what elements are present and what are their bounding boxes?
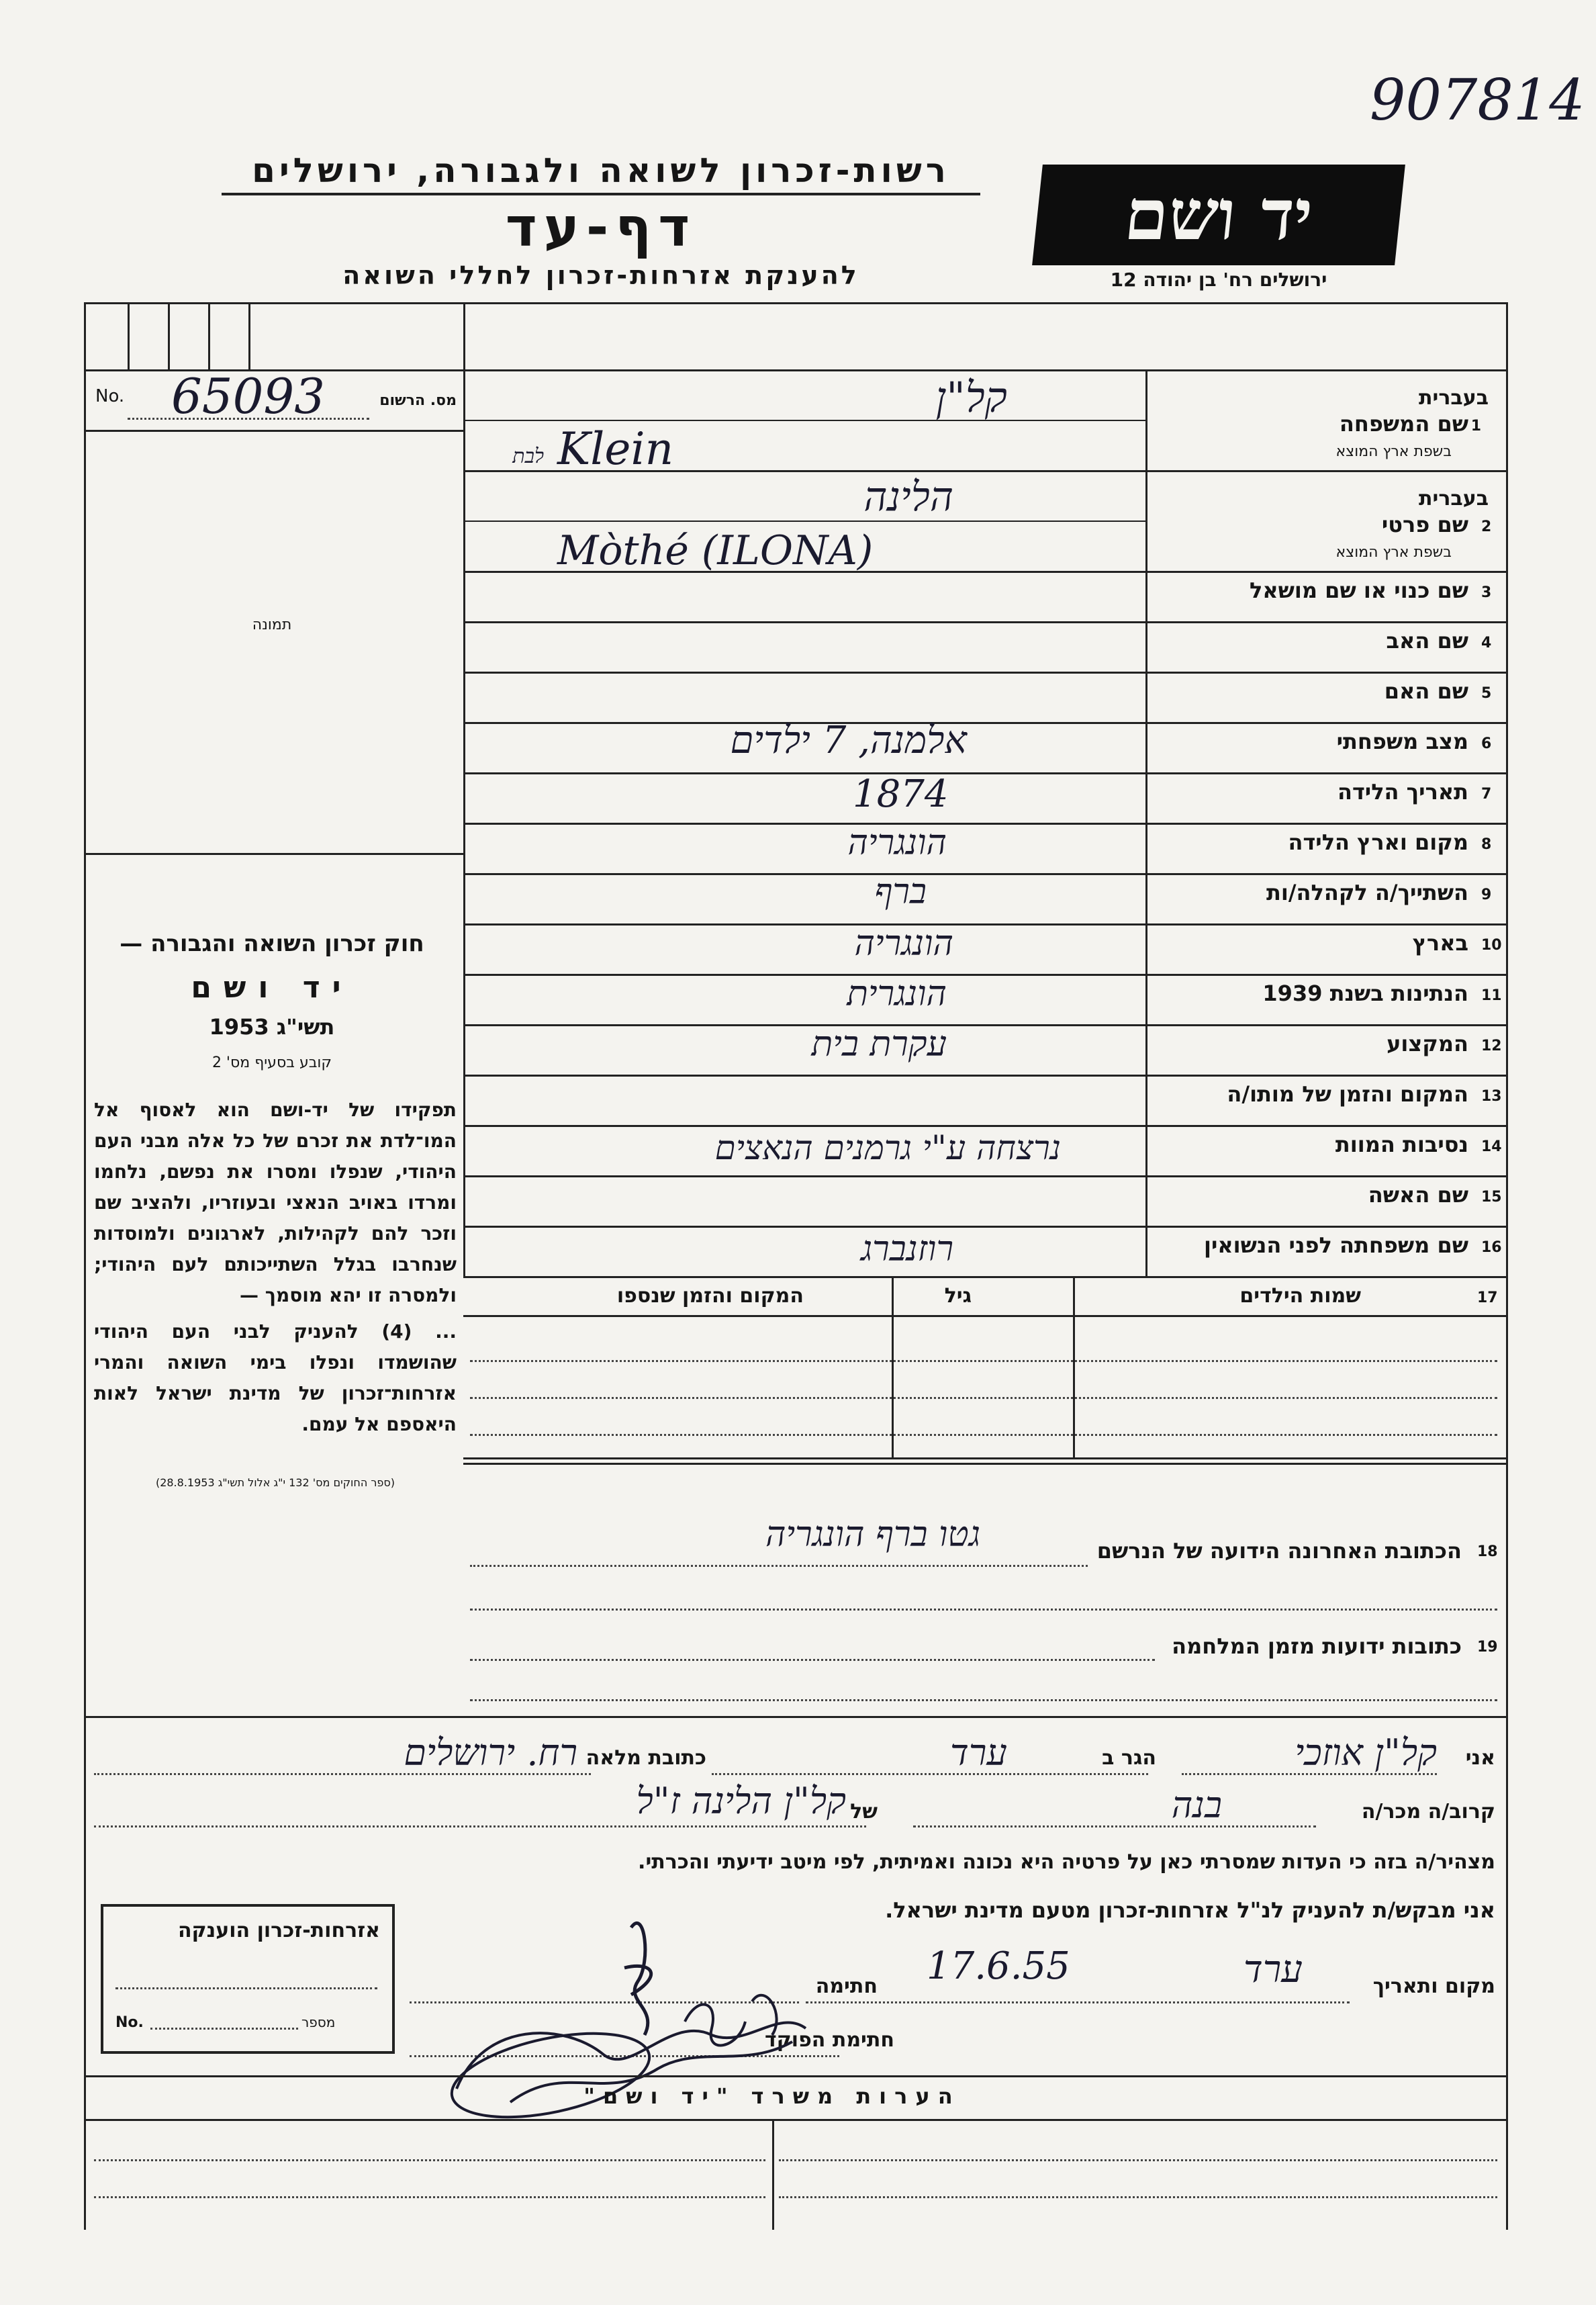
field-1-foreign-prefix: לבת: [512, 445, 544, 468]
field-4-label: שם האב: [1386, 628, 1468, 653]
field-4-number: 4: [1481, 635, 1492, 651]
certificate-number-label: מספר: [301, 2014, 336, 2030]
field-3-number: 3: [1481, 584, 1492, 601]
decl-place-date-label: מקום ותאריך: [1372, 1975, 1495, 1998]
photo-label: תמונה: [252, 617, 292, 633]
field-12-label: המקצוע: [1387, 1031, 1468, 1056]
field-10-number: 10: [1481, 937, 1502, 954]
row-line: [463, 1075, 1506, 1077]
field-18-number: 18: [1477, 1543, 1498, 1560]
field-8-value: הונגריה: [847, 823, 947, 863]
field-11-number: 11: [1481, 987, 1502, 1004]
officer-signature-label: חתימת הפוקד: [765, 2028, 894, 2052]
field-15-number: 15: [1481, 1189, 1502, 1206]
children-row-dots: [470, 1434, 1497, 1436]
decl-of-label: של: [850, 1800, 878, 1823]
children-row-dots: [470, 1397, 1497, 1399]
field-18-dots: [470, 1565, 1088, 1567]
row-line: [463, 1125, 1506, 1127]
field-18-dots-2: [470, 1609, 1497, 1611]
field-10-label: בארץ: [1412, 930, 1468, 956]
strip-box: [168, 302, 170, 369]
field-6-number: 6: [1481, 735, 1492, 752]
decl-date-value: 17.6.55: [927, 1944, 1070, 1988]
certificate-box: [101, 1904, 395, 2054]
field-1-value-hebrew: קל"ן: [935, 373, 1007, 422]
logo-text: יד ושם: [1121, 173, 1317, 256]
field-7-number: 7: [1481, 786, 1492, 803]
field-19-dots-2: [470, 1699, 1497, 1701]
decl-address-value: רח. ירושלים: [404, 1731, 577, 1774]
decl-of-value: קל"ן הלינה ז"ל: [636, 1780, 846, 1822]
field-2-value-hebrew: הלינה: [863, 473, 953, 521]
row-line: [463, 521, 1145, 522]
row-line: [463, 1024, 1506, 1026]
row-line: [463, 873, 1506, 875]
field-8-label: מקום וארץ הלידה: [1288, 829, 1468, 855]
decl-ani-label: אני: [1465, 1746, 1495, 1770]
notes-divider: [772, 2119, 774, 2230]
registration-dots: [128, 418, 369, 420]
field-5-label: שם האם: [1384, 678, 1468, 704]
strip-box: [208, 302, 210, 369]
field-19-label: כתובות ידועות מזמן המלחמה: [1172, 1633, 1462, 1659]
row-line: [463, 974, 1506, 976]
left-column-divider: [463, 302, 465, 1276]
strip-box: [248, 302, 250, 369]
corner-archive-number: 907814: [1370, 67, 1585, 133]
row-line: [463, 923, 1506, 925]
row-line: [463, 1226, 1506, 1228]
field-10-value: הונגריה: [854, 923, 953, 964]
law-source: (ספר החוקים מס' 132 י"ג אלול תשי"ג 28.8.1953): [155, 1476, 395, 1489]
children-age-header: גיל: [944, 1284, 972, 1308]
field-2-number: 2: [1481, 518, 1492, 535]
field-17-number: 17: [1477, 1290, 1498, 1306]
field-1-label: שם המשפחה: [1339, 411, 1468, 437]
strip-box: [128, 302, 130, 369]
children-bottom: [463, 1457, 1506, 1459]
notes-dots: [94, 2196, 765, 2198]
children-bottom-double: [463, 1463, 1506, 1465]
law-title: חוק זכרון השואה והגבורה —: [120, 930, 424, 957]
row-line: [463, 1175, 1506, 1177]
children-row-dots: [470, 1360, 1497, 1362]
law-clause: קובע בסעיף מס' 2: [212, 1054, 332, 1071]
registration-no-prefix: No.: [95, 386, 125, 406]
frame-top: [84, 302, 1507, 304]
certificate-dots: [150, 2028, 298, 2030]
field-1-foreign-sub: בשפת ארץ המוצא: [1335, 443, 1452, 460]
field-18-label: הכתובת האחרונה הידועה של הנרשם: [1096, 1538, 1462, 1564]
field-11-value: הונגרית: [847, 974, 947, 1014]
field-16-number: 16: [1481, 1239, 1502, 1256]
office-notes-title: הערות משרד "יד ושם": [583, 2083, 961, 2109]
field-13-label: המקום והזמן של מותו/ה: [1227, 1081, 1468, 1107]
decl-relative-label: קרוב/ה מכר/ה: [1361, 1800, 1495, 1823]
law-year: תשי"ג 1953: [209, 1014, 335, 1040]
frame-left: [84, 302, 86, 2230]
decl-signature-label: חתימה: [815, 1975, 878, 1998]
decl-statement-1: מצהיר/ה בזה כי העדות שמסרתי כאן על פרטיה היא נכונה ואמיתית, לפי מיטב ידיעתי והכרתי.: [638, 1850, 1495, 1874]
field-12-value: עקרת בית: [811, 1024, 947, 1065]
row-line: [463, 672, 1506, 674]
field-16-value: רוזנברג: [860, 1229, 953, 1269]
registration-label: מס. הרשום: [379, 392, 457, 409]
children-col-divider: [1073, 1276, 1075, 1457]
field-9-value: ברף: [874, 872, 927, 912]
decl-resides-value: ערד: [950, 1731, 1007, 1774]
children-names-header: שמות הילדים: [1239, 1284, 1361, 1308]
field-13-number: 13: [1481, 1088, 1502, 1105]
field-12-number: 12: [1481, 1038, 1502, 1054]
decl-address-label: כתובת מלאה: [585, 1746, 706, 1770]
field-18-value: גטו ברף הונגריה: [765, 1515, 980, 1555]
row-line: [463, 772, 1506, 774]
field-9-label: השתייך/ה לקהלה/ות: [1266, 880, 1468, 905]
decl-statement-2: אני מבקש/ת להעניק לנ"ל אזרחות-זכרון מטעם מדינת ישראל.: [885, 1897, 1495, 1923]
form-subtitle: להענקת אזרחות-זכרון לחללי השואה: [342, 261, 859, 290]
row-line: [463, 823, 1506, 825]
notes-dots: [94, 2159, 765, 2161]
field-2-foreign-sub: בשפת ארץ המוצא: [1335, 544, 1452, 561]
field-6-label: מצב משפחתי: [1336, 729, 1468, 754]
field-14-label: נסיבות המוות: [1335, 1132, 1468, 1157]
field-9-number: 9: [1481, 887, 1492, 903]
field-14-number: 14: [1481, 1138, 1502, 1155]
decl-of-dots: [94, 1825, 866, 1827]
field-3-label: שם כנוי או שם מושאל: [1249, 578, 1468, 603]
decl-relative-value: בנה: [1171, 1784, 1222, 1826]
row-line: [463, 420, 1145, 421]
form-title: דף-עד: [505, 196, 697, 259]
field-19-number: 19: [1477, 1639, 1498, 1656]
field-1-hebrew-sub: בעברית: [1419, 386, 1489, 410]
field-14-value: נרצחה ע"י גרמנים הנאצים: [714, 1128, 1061, 1167]
registration-number: 65093: [171, 368, 326, 424]
decl-ani-value: קל"ן אוזכי: [1295, 1731, 1437, 1774]
law-body: תפקידו של יד-ושם הוא לאסוף אל המו־לדת את זכרם של כל אלה מבני העם היהודי, שנפלו ומסרו את נפשם, נלחמו ומרדו באויב הנאצי ובעוזריו, ולהציב שם וזכר להם לקהילות, לארגונים ולמוסדות שנחרבו בגלל השתייכותם לעם היהודי; ולמסרה זו יהא מוסמך —: [94, 1099, 457, 1306]
law-item-4: ... (4) להעניק לבני העם היהודי שהושמדו ונפלו בימי השואה והמרי אזרחות־זכרון של מדינת ישראל לאות היאספם אל עמם.: [94, 1320, 457, 1435]
certificate-no: No.: [115, 2014, 144, 2031]
org-name: רשות-זכרון לשואה ולגבורה, ירושלים: [222, 151, 980, 195]
logo-address: ירושלים רח' בן יהודה 12: [1110, 269, 1327, 291]
field-7-value: 1874: [853, 772, 949, 816]
row-line: [1145, 470, 1506, 472]
field-2-label: שם פרטי: [1381, 512, 1468, 537]
field-15-label: שם האשה: [1368, 1182, 1468, 1208]
notes-header-line: [84, 2119, 1507, 2121]
notes-top-line: [84, 2075, 1507, 2077]
decl-resides-label: הגר ב: [1102, 1746, 1156, 1770]
children-header-line: [463, 1315, 1506, 1317]
photo-box-top: [84, 430, 463, 432]
certificate-dots-2: [115, 1987, 377, 1989]
photo-box-bottom: [84, 853, 463, 855]
field-7-label: תאריך הלידה: [1337, 779, 1468, 805]
row-line: [463, 621, 1506, 623]
children-col-divider: [892, 1276, 894, 1457]
certificate-title: אזרחות-זכרון הוענקה: [177, 1919, 380, 1942]
row-line: [463, 1276, 1506, 1278]
law-name: יד ושם: [191, 970, 353, 1005]
children-place-header: המקום והזמן שנספו: [616, 1284, 804, 1308]
field-6-value: אלמנה, 7 ילדים: [730, 719, 967, 762]
frame-right: [1506, 302, 1508, 2230]
field-1-value-foreign: Klein: [557, 423, 674, 475]
field-2-hebrew-sub: בעברית: [1419, 487, 1489, 510]
decl-place-value: ערד: [1243, 1948, 1303, 1991]
decl-place-date-dots: [806, 2001, 1350, 2003]
field-16-label: שם משפחתה לפני הנשואין: [1203, 1232, 1468, 1258]
field-5-number: 5: [1481, 685, 1492, 702]
declaration-top-line: [84, 1716, 1507, 1718]
notes-dots: [779, 2196, 1497, 2198]
field-19-dots: [470, 1659, 1155, 1661]
field-8-number: 8: [1481, 836, 1492, 853]
yad-vashem-logo: [1032, 165, 1405, 265]
field-11-label: הנתינות בשנת 1939: [1262, 981, 1468, 1006]
field-2-value-foreign: Mòthé (ILONA): [557, 527, 874, 574]
notes-dots: [779, 2159, 1497, 2161]
